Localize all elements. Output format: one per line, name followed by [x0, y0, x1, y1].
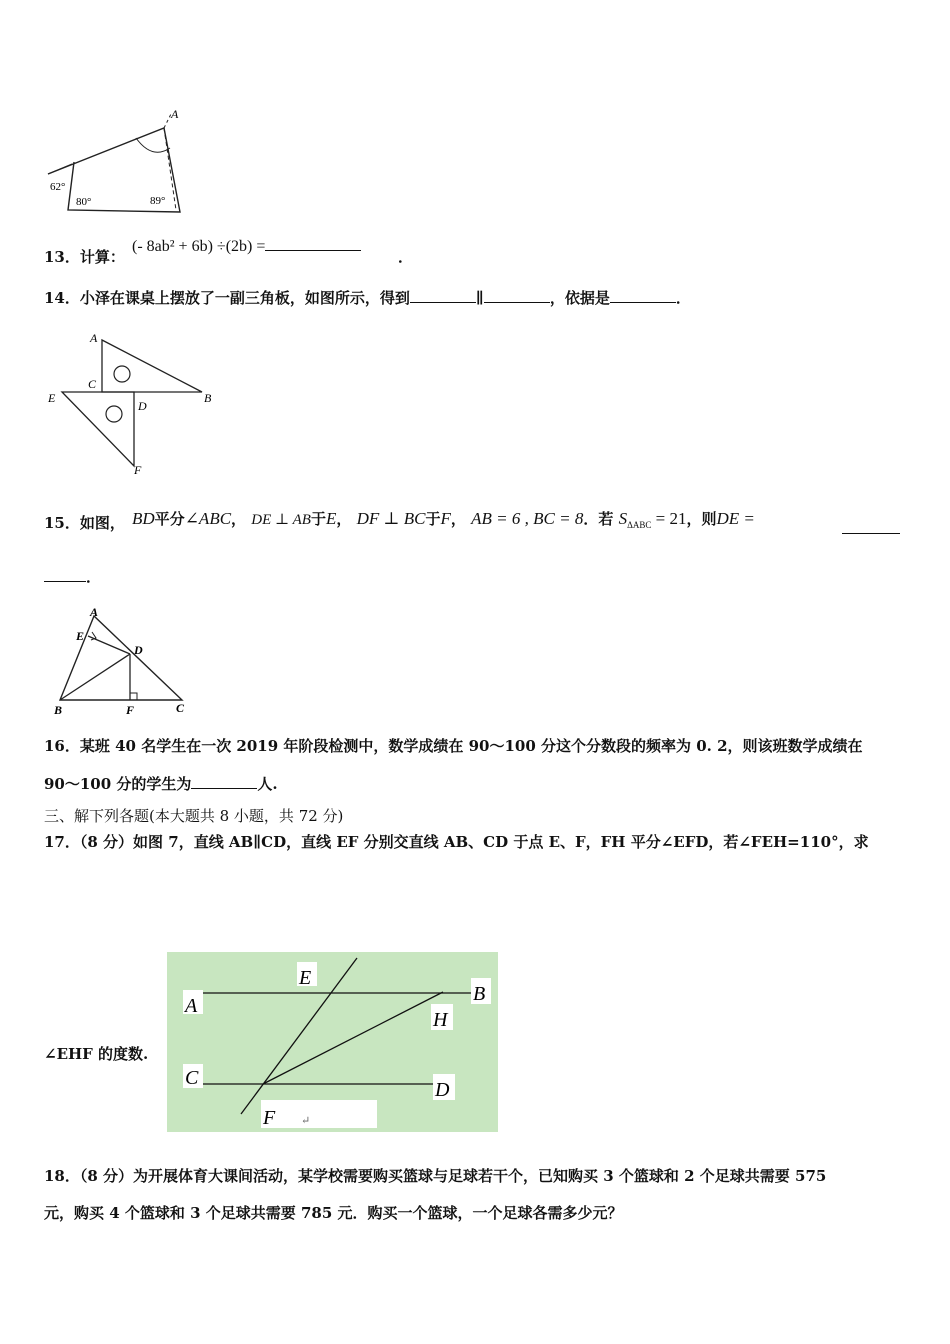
set-squares-svg: [44, 328, 224, 478]
q14-parallel: ∥: [475, 289, 484, 307]
angle-89-label: 89°: [150, 195, 166, 207]
section-3-title: 三、解下列各题(本大题共 8 小题，共 72 分): [44, 807, 344, 825]
q18-number: 18．: [44, 1167, 80, 1185]
q16-line1: 某班 40 名学生在一次 2019 年阶段检测中，数学成绩在 90～100 分这个分数段的频率为 0. 2，则该班数学成绩在: [79, 737, 863, 755]
q15-blank-part2[interactable]: [44, 567, 86, 582]
triangle-acb: [102, 340, 202, 392]
label-a: A: [90, 331, 98, 345]
quadrilateral-svg: [44, 104, 194, 220]
q15-comma3: ，: [450, 510, 466, 528]
label-d: D: [134, 643, 143, 657]
q14-end: ．: [675, 289, 691, 307]
q15-statement: [132, 508, 755, 530]
label-b: B: [473, 983, 486, 1005]
quad-left-ext: [48, 164, 72, 174]
set-squares-figure: [44, 328, 224, 478]
question-16-line1: [44, 735, 863, 756]
q15-number: 15．: [44, 514, 80, 532]
segment-bd: [60, 654, 130, 700]
q14-blank-2[interactable]: [484, 288, 550, 303]
label-f: F: [263, 1107, 276, 1129]
q14-text1: 小泽在课桌上摆放了一副三角板，如图所示，得到: [79, 289, 410, 307]
label-e: E: [76, 629, 85, 643]
q14-blank-1[interactable]: [410, 288, 476, 303]
question-14: [44, 287, 691, 308]
q16-number: 16．: [44, 737, 80, 755]
label-c: C: [176, 701, 185, 715]
q15-bd: BD: [132, 509, 155, 528]
angle-80-label: 80°: [76, 196, 92, 208]
question-18-line1: [44, 1165, 826, 1186]
q15-end: ．: [86, 568, 102, 586]
parallel-lines-svg: [167, 952, 498, 1132]
q13-end: ．: [398, 248, 414, 266]
label-c: C: [185, 1067, 199, 1089]
label-h: H: [433, 1009, 448, 1031]
line-fh: [263, 992, 443, 1084]
right-angle-f: [130, 693, 137, 700]
q15-yu1: 于: [310, 510, 326, 528]
q15-s: S: [618, 509, 628, 528]
q13-label: 计算：: [79, 248, 125, 266]
q16-line2b: 人.: [257, 775, 278, 793]
q14-blank-3[interactable]: [610, 288, 676, 303]
label-b: B: [54, 703, 63, 716]
triangle-abc-figure: [44, 604, 194, 716]
q17-line1: （8 分）如图 7，直线 AB∥CD，直线 EF 分别交直线 AB、CD 于点 E、F，FH 平分∠EFD，若∠FEH=110°，求: [79, 833, 869, 851]
right-angle-e: [91, 632, 96, 640]
q18-line1: （8 分）为开展体育大课间活动，某学校需要购买篮球与足球若干个，已知购买 3 个篮球和 2 个足球共需要 575: [79, 1167, 827, 1185]
angle-a-arc: [136, 138, 170, 152]
triangle-edf: [62, 392, 134, 466]
label-d: D: [138, 399, 147, 413]
question-17-line1: [44, 831, 869, 852]
q15-point-f: F: [440, 509, 451, 528]
label-a: A: [90, 605, 99, 619]
label-b: B: [204, 391, 212, 405]
q16-answer-blank[interactable]: [191, 774, 257, 789]
q13-number: 13．: [44, 248, 80, 266]
question-13: [44, 246, 125, 267]
return-mark: ↵: [301, 1115, 311, 1127]
q15-ab-bc: AB = 6 , BC = 8: [471, 509, 584, 528]
q15-comma1: ，: [231, 510, 247, 528]
q13-expression: [132, 236, 361, 256]
label-d: D: [435, 1079, 450, 1101]
label-f: F: [126, 703, 135, 716]
q15-comma2: ，: [336, 510, 352, 528]
q15-point-e: E: [325, 509, 337, 528]
q15-ruo: ．若: [583, 510, 614, 528]
label-box-f: [261, 1100, 377, 1128]
q15-angle-abc: ∠ABC: [184, 509, 232, 528]
label-e: E: [299, 967, 312, 989]
triangle-abc-svg: [44, 604, 194, 716]
vertex-a-label: A: [171, 107, 179, 121]
q14-text2: ，依据是: [549, 289, 610, 307]
label-c: C: [88, 377, 97, 391]
q15-blank-line2: [44, 566, 101, 587]
label-f: F: [134, 463, 142, 477]
parallel-lines-figure: [167, 952, 498, 1132]
q15-de-perp-ab: DE ⊥ AB: [251, 512, 311, 528]
q15-df-perp-bc: DF ⊥ BC: [356, 509, 426, 528]
q13-expr-text: (- 8ab² + 6b) ÷(2b) =: [132, 238, 266, 255]
angle-62-label: 62°: [50, 181, 66, 193]
q15-intro: 如图，: [79, 514, 125, 532]
question-16-line2: [44, 773, 278, 794]
q16-line2a: 90～100 分的学生为: [44, 775, 192, 793]
triangle-edf-hole: [106, 406, 122, 422]
q15-s-val: = 21: [651, 509, 687, 528]
q15-ze: ，则: [686, 510, 717, 528]
label-e: E: [48, 391, 56, 405]
q14-number: 14．: [44, 289, 80, 307]
q15-de-eq: DE =: [716, 509, 755, 528]
triangle-acb-hole: [114, 366, 130, 382]
q15-pingfen: 平分: [154, 510, 185, 528]
question-18-line2: 元，购买 4 个篮球和 3 个足球共需要 785 元．购买一个篮球，一个足球各需多少元？: [44, 1204, 623, 1222]
q15-blank-part1[interactable]: [842, 533, 900, 534]
q17-number: 17．: [44, 833, 80, 851]
label-a: A: [185, 995, 198, 1017]
question-15: [44, 512, 125, 533]
question-17-line2: ∠EHF 的度数.: [44, 1045, 149, 1063]
q15-yu2: 于: [425, 510, 441, 528]
quadrilateral-figure: [44, 104, 194, 220]
q15-s-sub: ΔABC: [627, 520, 652, 530]
q13-answer-blank[interactable]: [265, 236, 361, 251]
